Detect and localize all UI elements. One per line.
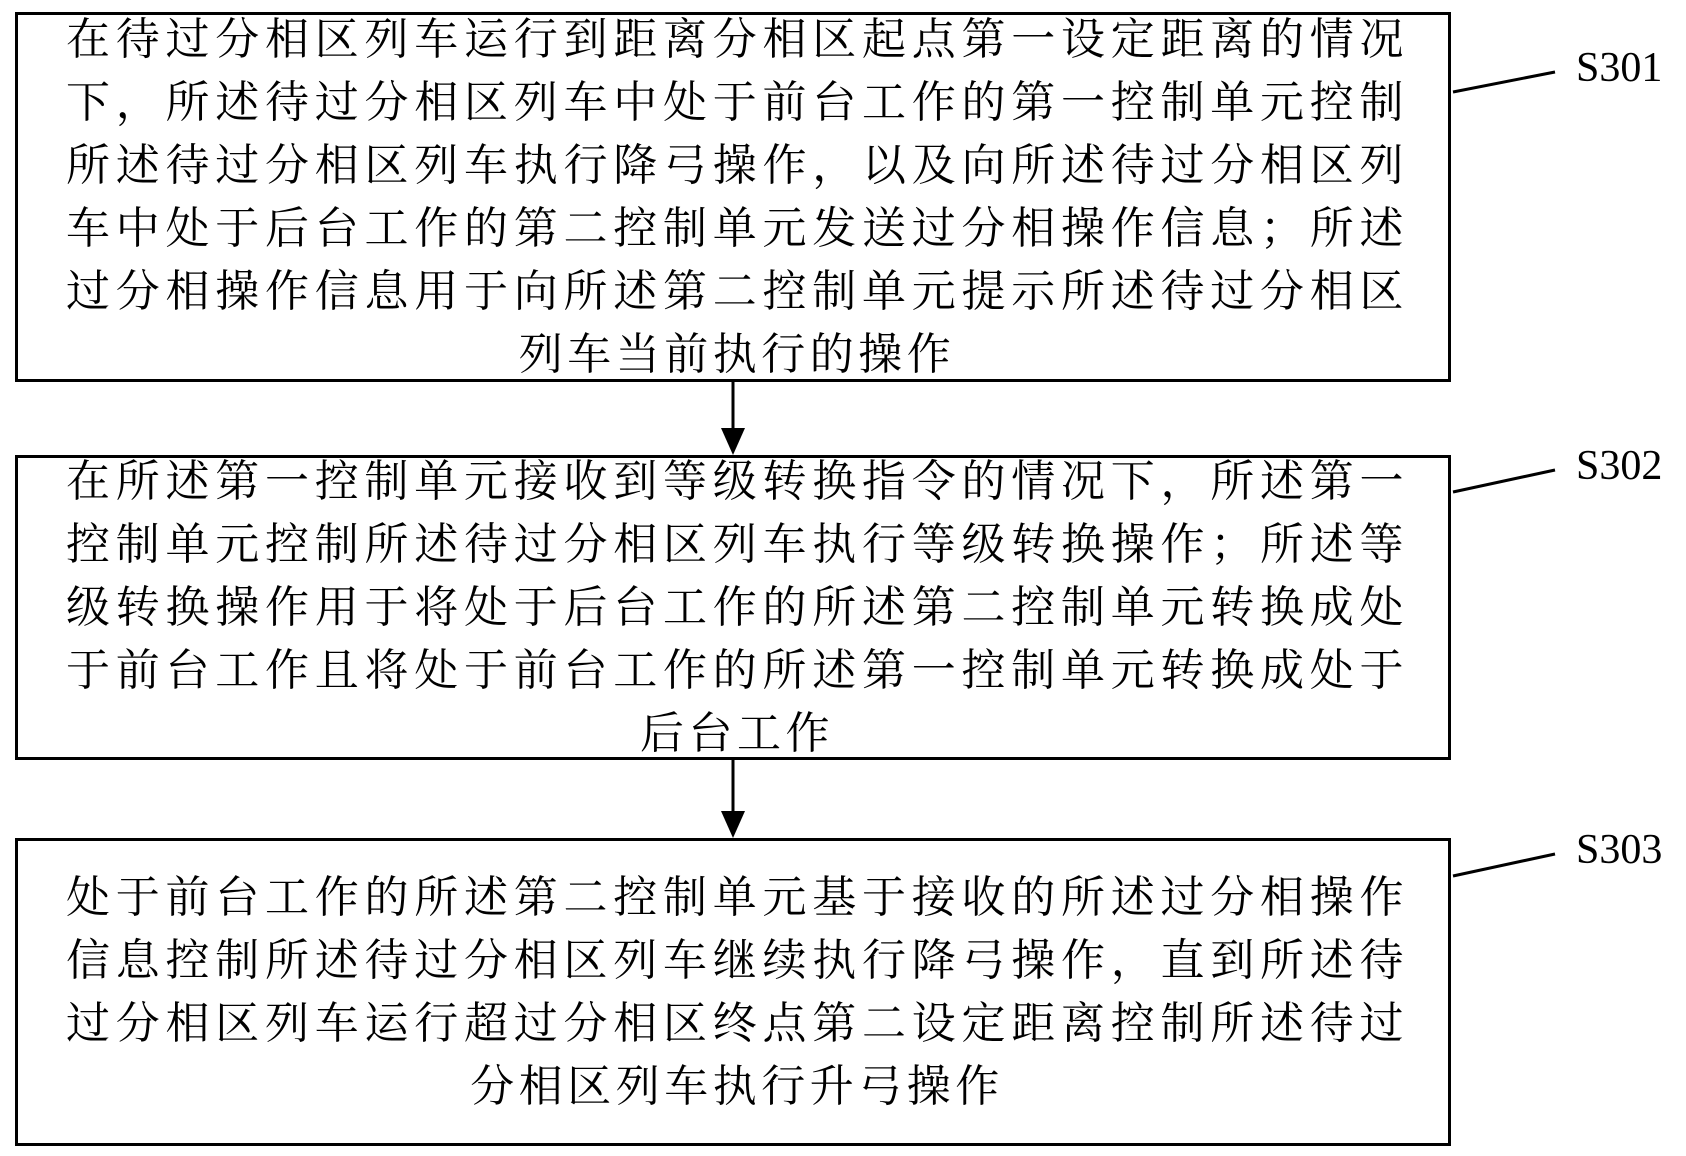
leader-line-s303 (1453, 854, 1555, 876)
flow-arrow-s302-s303 (721, 760, 745, 838)
leader-line-s301 (1453, 72, 1555, 92)
step-label-s302: S302 (1576, 443, 1663, 489)
leader-line-s302 (1453, 470, 1555, 492)
step-label-s303: S303 (1576, 827, 1663, 873)
flow-arrow-s301-s302 (721, 382, 745, 455)
step-label-s301: S301 (1576, 45, 1663, 91)
step-text-s303: 处于前台工作的所述第二控制单元基于接收的所述过分相操作信息控制所述待过分相区列车继续执行降弓操作，直到所述待过分相区列车运行超过分相区终点第二设定距离控制所述待过分相区列车执行升弓操作 (66, 872, 1408, 1112)
step-text-s302: 在所述第一控制单元接收到等级转换指令的情况下，所述第一控制单元控制所述待过分相区列车执行等级转换操作；所述等级转换操作用于将处于后台工作的所述第二控制单元转换成处于前台工作且将处于前台工作的所述第一控制单元转换成处于后台工作 (66, 456, 1408, 759)
step-text-s301: 在待过分相区列车运行到距离分相区起点第一设定距离的情况下，所述待过分相区列车中处于前台工作的第一控制单元控制所述待过分相区列车执行降弓操作，以及向所述待过分相区列车中处于后台工作的第二控制单元发送过分相操作信息；所述过分相操作信息用于向所述第二控制单元提示所述待过分相区列车当前执行的操作 (66, 14, 1408, 380)
